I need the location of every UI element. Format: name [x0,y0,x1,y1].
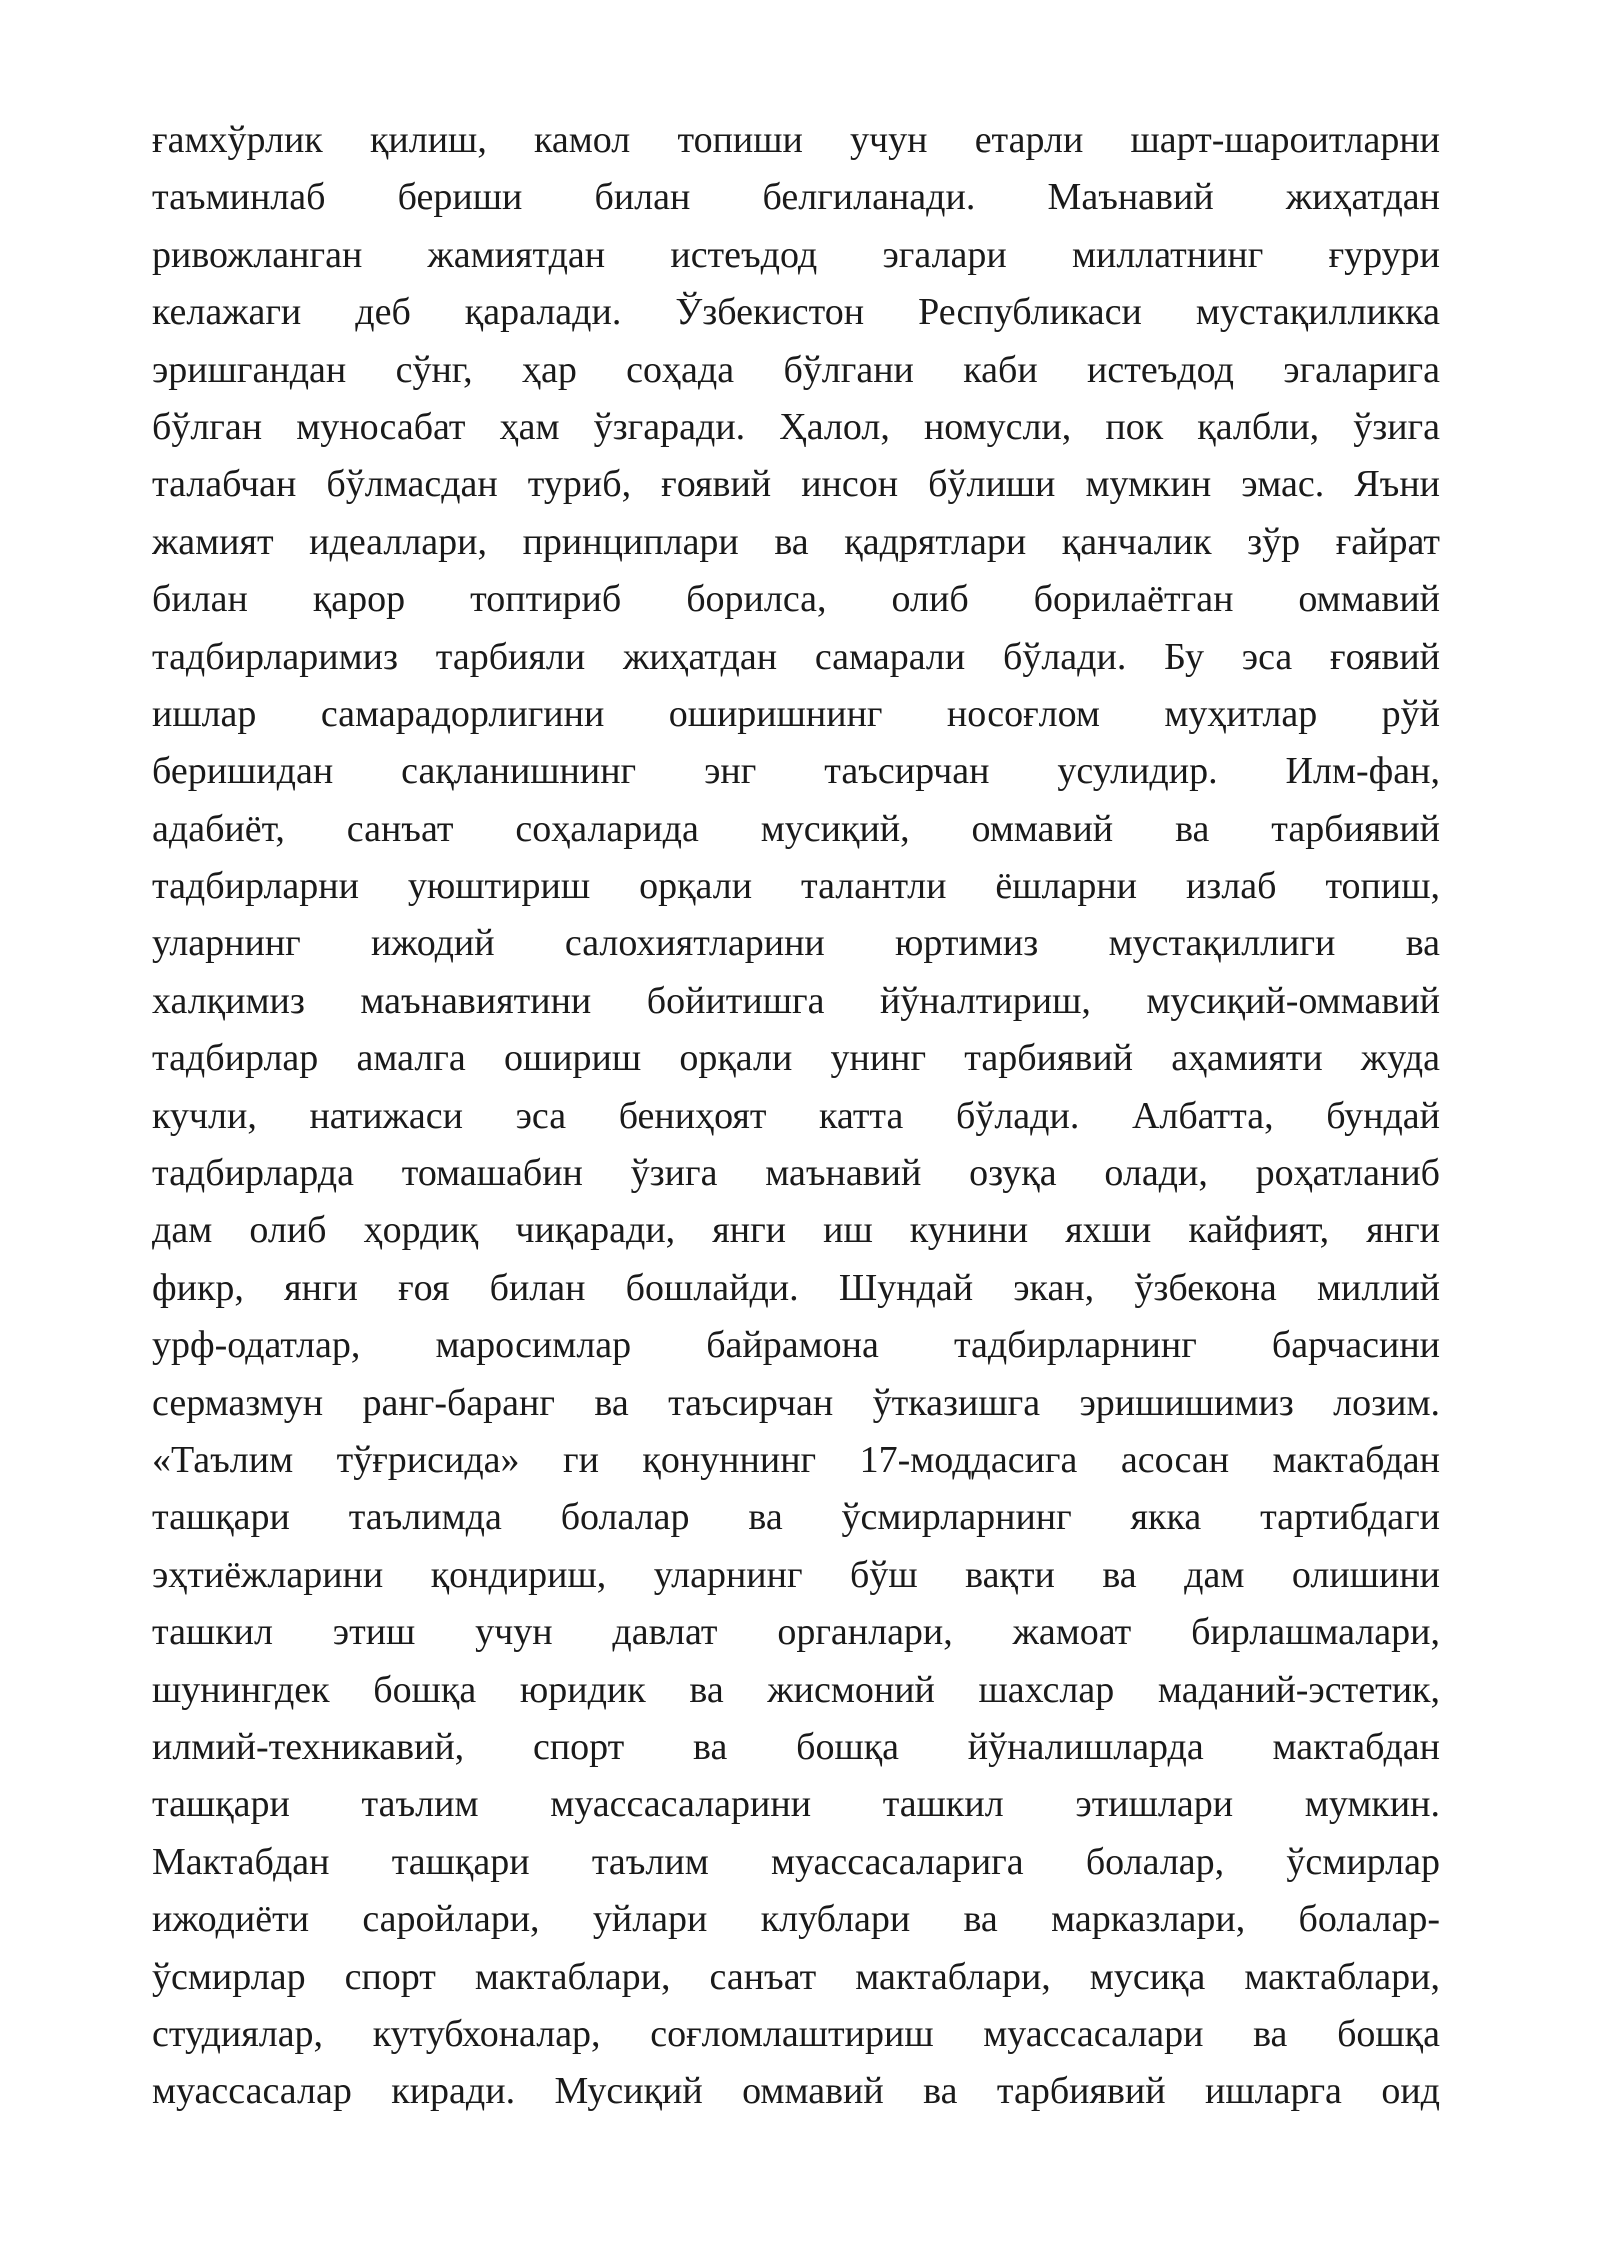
text-line: кучли, натижаси эса бениҳоят катта бўлади. Албатта, бундай [152,1094,1440,1137]
text-line: муассасалар киради. Мусиқий оммавий ва тарбиявий ишларга оид [152,2070,1440,2113]
text-line: ташқари таълим муассасаларини ташкил этишлари мумкин. [152,1783,1440,1826]
text-line: ташқари таълимда болалар ва ўсмирларнинг якка тартибдаги [152,1496,1440,1539]
text-line: тадбирларимиз тарбияли жиҳатдан самарали бўлади. Бу эса ғоявий [152,635,1440,678]
text-line: фикр, янги ғоя билан бошлайди. Шундай экан, ўзбекона миллий [152,1266,1440,1309]
text-line: Мактабдан ташқари таълим муассасаларига болалар, ўсмирлар [152,1840,1440,1883]
text-line: адабиёт, санъат соҳаларида мусиқий, оммавий ва тарбиявий [152,807,1440,850]
text-line: эришгандан сўнг, ҳар соҳада бўлгани каби истеъдод эгаларига [152,348,1440,391]
text-line: ишлар самарадорлигини оширишнинг носоғлом муҳитлар рўй [152,692,1440,735]
document-page [152,112,1440,2121]
text-line: халқимиз маънавиятини бойитишга йўналтириш, мусиқий-оммавий [152,979,1440,1022]
text-line: дам олиб ҳордиқ чиқаради, янги иш кунини яхши кайфият, янги [152,1209,1440,1252]
text-line: студиялар, кутубхоналар, соғломлаштириш муассасалари ва бошқа [152,2012,1440,2055]
text-line: ўсмирлар спорт мактаблари, санъат мактаблари, мусиқа мактаблари, [152,1955,1440,1998]
text-line: таъминлаб бериши билан белгиланади. Маънавий жиҳатдан [152,176,1440,219]
text-line: ғамхўрлик қилиш, камол топиши учун етарли шарт-шароитларни [152,119,1440,161]
text-line: тадбирларда томашабин ўзига маънавий озуқа олади, роҳатланиб [152,1152,1440,1195]
text-line: «Таълим тўғрисида» ги қонуннинг 17-моддасига асосан мактабдан [152,1438,1440,1481]
text-line: беришидан сақланишнинг энг таъсирчан усулидир. Илм-фан, [152,750,1440,793]
text-line: талабчан бўлмасдан туриб, ғоявий инсон бўлиши мумкин эмас. Яъни [152,463,1440,506]
text-line: урф-одатлар, маросимлар байрамона тадбирларнинг барчасини [152,1324,1440,1367]
text-line: жамият идеаллари, принциплари ва қадрятлари қанчалик зўр ғайрат [152,520,1440,563]
text-line: илмий-техникавий, спорт ва бошқа йўналишларда мактабдан [152,1725,1440,1768]
text-line: уларнинг ижодий салохиятларини юртимиз мустақиллиги ва [152,922,1440,965]
text-line: тадбирларни уюштириш орқали талантли ёшларни излаб топиш, [152,865,1440,908]
text-line: бўлган муносабат ҳам ўзгаради. Ҳалол, номусли, пок қалбли, ўзига [152,405,1440,448]
text-line: ташкил этиш учун давлат органлари, жамоат бирлашмалари, [152,1611,1440,1654]
body-paragraph [152,112,1440,2121]
text-line: келажаги деб қаралади. Ўзбекистон Республикаси мустақилликка [152,291,1440,334]
text-line: сермазмун ранг-баранг ва таъсирчан ўтказишга эришишимиз лозим. [152,1381,1440,1424]
text-line: билан қарор топтириб борилса, олиб борилаётган оммавий [152,578,1440,621]
text-line: ижодиёти саройлари, уйлари клублари ва марказлари, болалар- [152,1898,1440,1941]
text-line: тадбирлар амалга ошириш орқали унинг тарбиявий аҳамияти жуда [152,1037,1440,1080]
text-line: эҳтиёжларини қондириш, уларнинг бўш вақти ва дам олишини [152,1553,1440,1596]
text-line: шунингдек бошқа юридик ва жисмоний шахслар маданий-эстетик, [152,1668,1440,1711]
text-line: ривожланган жамиятдан истеъдод эгалари миллатнинг ғурури [152,233,1440,276]
